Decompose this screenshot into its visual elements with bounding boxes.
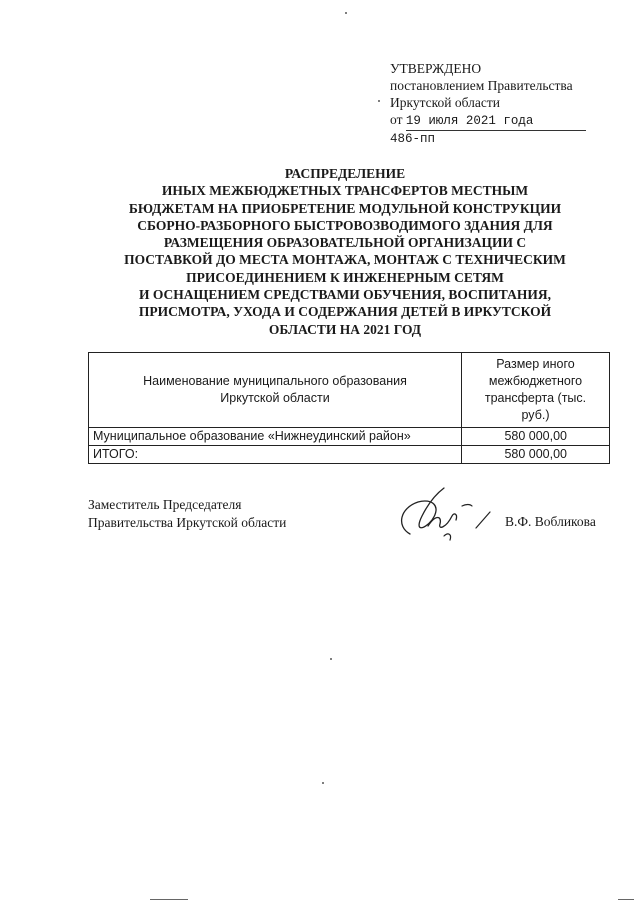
scan-speck <box>378 100 380 102</box>
approval-date-line <box>390 111 586 131</box>
title-line: РАЗМЕЩЕНИЯ ОБРАЗОВАТЕЛЬНОЙ ОРГАНИЗАЦИИ С <box>163 235 527 251</box>
approval-date-prefix: от <box>390 112 403 127</box>
scan-speck <box>322 782 324 784</box>
header-amount-line: Размер иного <box>496 357 575 371</box>
title-line: ПРИСОЕДИНЕНИЕМ К ИНЖЕНЕРНЫМ СЕТЯМ <box>186 269 504 285</box>
header-amount <box>462 353 610 428</box>
approval-region: Иркутской области <box>390 95 501 110</box>
row-municipality-name: Муниципальное образование «Нижнеудинский район» <box>89 428 462 446</box>
row-amount: 580 000,00 <box>462 428 610 446</box>
title-line: СБОРНО-РАЗБОРНОГО БЫСТРОВОЗВОДИМОГО ЗДАНИЯ ДЛЯ <box>137 217 553 233</box>
table-header-row <box>89 353 610 428</box>
title-line: ПОСТАВКОЙ ДО МЕСТА МОНТАЖА, МОНТАЖ С ТЕХНИЧЕСКИМ <box>124 252 566 268</box>
title-line: ИНЫХ МЕЖБЮДЖЕТНЫХ ТРАНСФЕРТОВ МЕСТНЫМ <box>161 183 529 199</box>
header-municipality <box>89 353 462 428</box>
handwritten-signature <box>392 486 502 546</box>
approval-number: 486-пп <box>390 132 436 146</box>
title-line: БЮДЖЕТАМ НА ПРИОБРЕТЕНИЕ МОДУЛЬНОЙ КОНСТРУКЦИИ <box>128 200 562 216</box>
allocation-table <box>88 352 610 464</box>
signatory-name: В.Ф. Вобликова <box>505 514 596 529</box>
title-line: РАСПРЕДЕЛЕНИЕ <box>284 166 406 181</box>
scan-speck <box>345 12 347 14</box>
scan-speck <box>330 658 332 660</box>
header-amount-line: трансферта (тыс. <box>484 391 587 405</box>
total-label: ИТОГО: <box>89 446 462 464</box>
scan-edge-mark <box>618 899 634 900</box>
total-amount: 580 000,00 <box>462 446 610 464</box>
header-amount-line: руб.) <box>521 408 550 422</box>
approval-heading: УТВЕРЖДЕНО <box>390 61 482 76</box>
scan-edge-mark <box>150 899 188 900</box>
header-amount-line: межбюджетного <box>488 374 583 388</box>
title-line: ОБЛАСТИ НА 2021 ГОД <box>268 321 422 337</box>
signatory-position <box>88 496 286 532</box>
signatory-position-line: Заместитель Председателя <box>88 497 242 512</box>
header-municipality-line: Наименование муниципального образования <box>143 374 407 388</box>
document-title <box>80 165 610 338</box>
table-row-total <box>89 446 610 464</box>
table-row <box>89 428 610 446</box>
approval-stamp <box>390 60 586 148</box>
header-municipality-line: Иркутской области <box>220 391 330 405</box>
title-line: ПРИСМОТРА, УХОДА И СОДЕРЖАНИЯ ДЕТЕЙ В ИРКУТСКОЙ <box>138 304 552 320</box>
approval-date: 19 июля 2021 года <box>406 113 586 131</box>
signatory-position-line: Правительства Иркутской области <box>88 515 287 530</box>
title-line: И ОСНАЩЕНИЕМ СРЕДСТВАМИ ОБУЧЕНИЯ, ВОСПИТАНИЯ, <box>139 287 551 303</box>
approval-issuer: постановлением Правительства <box>390 78 573 93</box>
